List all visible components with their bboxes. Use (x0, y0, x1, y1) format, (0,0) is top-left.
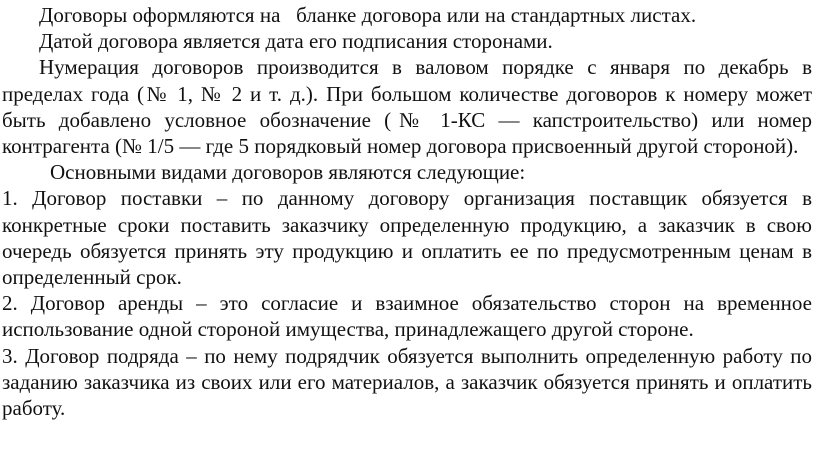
paragraph-contract-date: Датой договора является дата его подписания сторонами. (39, 29, 553, 54)
paragraph-contract-forms: Договоры оформляются на бланке договора или на стандартных листах. (39, 3, 697, 27)
list-item-work-contract: 3. Договор подряда – по нему подрядчик обязуется выполнить определенную работу по заданию заказчика из своих или его материалов, а заказчик обязуется принять и оплатить работу. (2, 343, 812, 421)
list-item-lease-contract: 2. Договор аренды – это согласие и взаимное обязательство сторон на временное использование одной стороной имущества, принадлежащего другой стороне. (2, 291, 812, 342)
paragraph-contract-types-heading: Основными видами договоров являются следующие: (50, 160, 526, 185)
list-item-supply-contract: 1. Договор поставки – по данному договору организация поставщик обязуется в конкретные сроки поставить заказчику определенную продукцию, а заказчик в свою очередь обязуется принять эту продукцию и оплатить ее по предусмотренным ценам в определенный срок. (2, 186, 812, 290)
paragraph-contract-numbering: Нумерация договоров производится в валовом порядке с января по декабрь в пределах года (№ 1, № 2 и т. д.). При большом количестве договоров к номеру может быть добавлено условное обозначение (№ 1-КС — капстроительство) или номер контрагента (№ 1/5 — где 5 порядковый номер договора присвоенный другой стороной). (2, 55, 812, 159)
